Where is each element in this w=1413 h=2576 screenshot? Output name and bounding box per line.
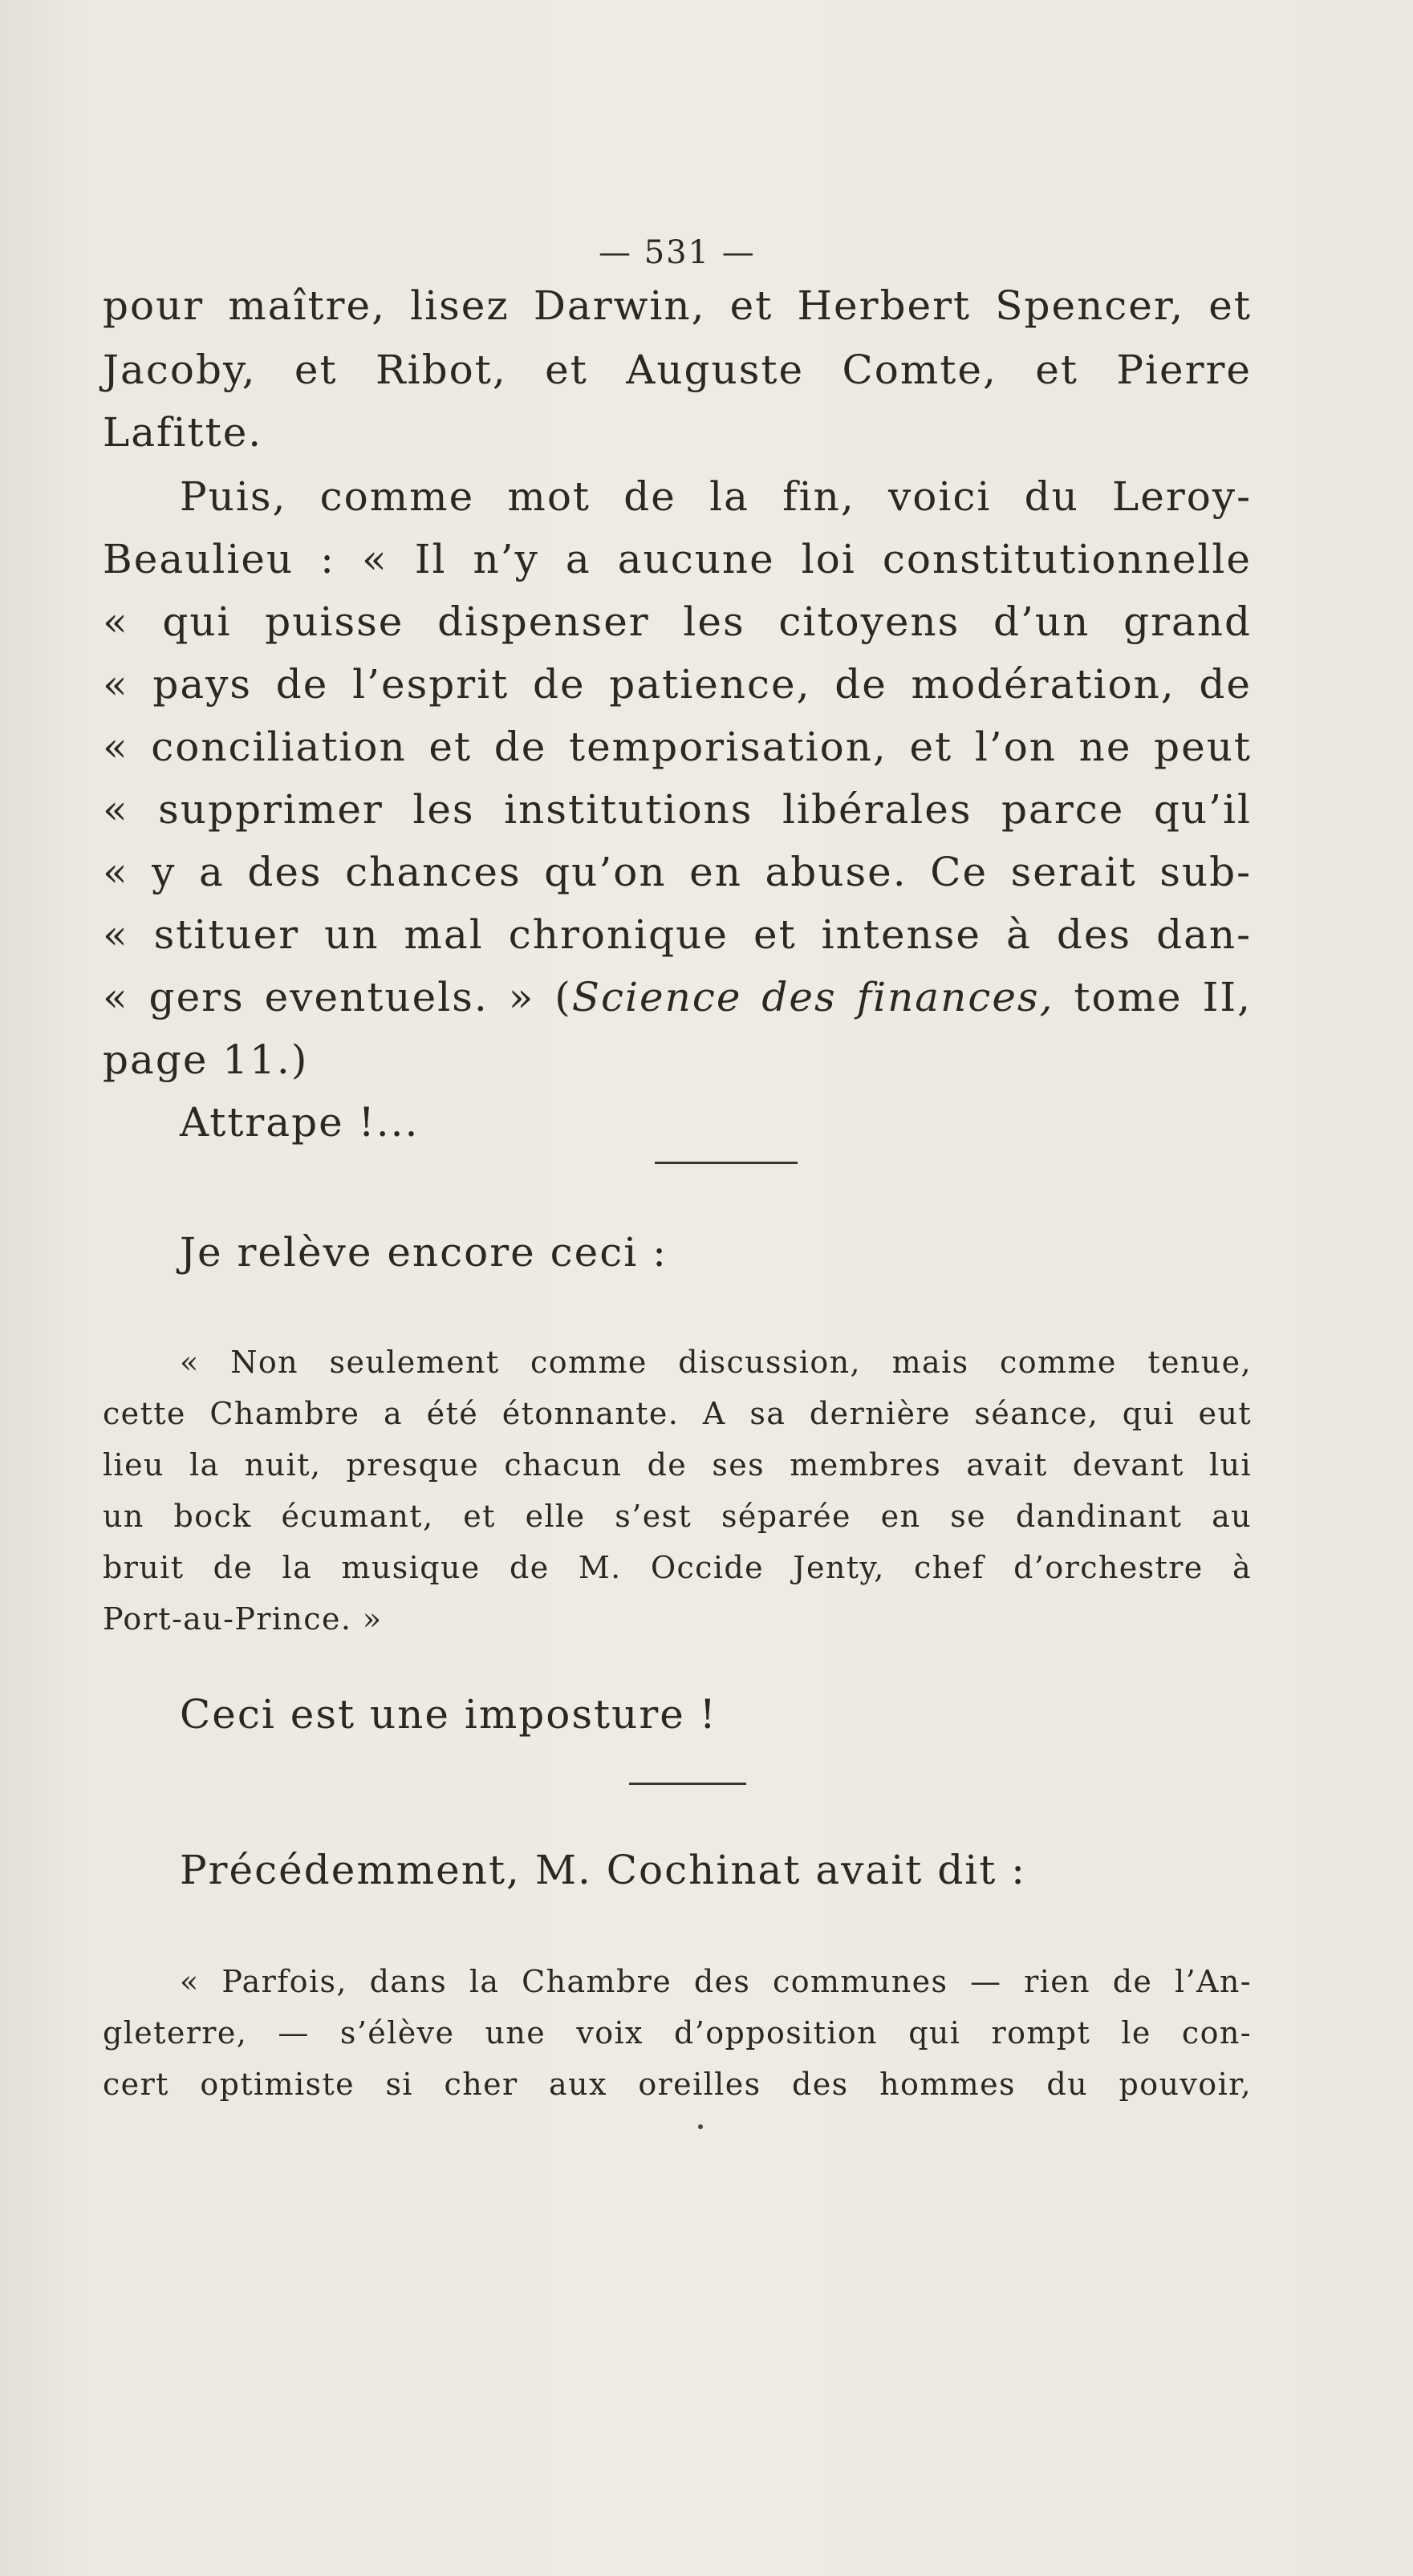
quote-line: Port-au-Prince. » [103, 1601, 383, 1637]
citation-text: « gers eventuels. » ( [103, 974, 572, 1020]
paragraph-line: Beaulieu : « Il n’y a aucune loi constitutionnelle [103, 536, 1252, 582]
ink-speck [698, 2124, 703, 2129]
quote-line: « Non seulement comme discussion, mais comme tenue, [180, 1345, 1252, 1380]
section-divider [655, 1162, 798, 1164]
paragraph-line: Précédemment, M. Cochinat avait dit : [180, 1847, 1027, 1893]
paragraph-line: page 11.) [103, 1036, 309, 1083]
paragraph-line: « stituer un mal chronique et intense à des dan- [103, 911, 1252, 958]
paragraph-line: Je relève encore ceci : [180, 1229, 668, 1276]
paragraph-line: Lafitte. [103, 409, 263, 456]
paragraph-line: « y a des chances qu’on en abuse. Ce serait sub- [103, 849, 1252, 895]
paragraph-line: « conciliation et de temporisation, et l’on ne peut [103, 724, 1252, 770]
paragraph-line: « supprimer les institutions libérales parce qu’il [103, 786, 1252, 833]
quote-line: cette Chambre a été étonnante. A sa dernière séance, qui eut [103, 1396, 1252, 1431]
quote-line: lieu la nuit, presque chacun de ses membres avait devant lui [103, 1447, 1252, 1483]
section-divider [629, 1783, 746, 1785]
paragraph-line-citation [103, 974, 1252, 1020]
paragraph-line: Jacoby, et Ribot, et Auguste Comte, et Pierre [103, 347, 1252, 393]
page-number: — 531 — [599, 234, 756, 271]
citation-text: tome II, [1054, 974, 1252, 1020]
quote-line: cert optimiste si cher aux oreilles des hommes du pouvoir, [103, 2067, 1252, 2102]
paragraph-line: pour maître, lisez Darwin, et Herbert Spencer, et [103, 282, 1252, 329]
quote-line: un bock écumant, et elle s’est séparée en se dandinant au [103, 1499, 1252, 1534]
quote-line: bruit de la musique de M. Occide Jenty, chef d’orchestre à [103, 1550, 1252, 1585]
book-title: Science des finances, [571, 974, 1054, 1020]
paragraph-line: « pays de l’esprit de patience, de modération, de [103, 661, 1252, 708]
paragraph-line: Attrape !... [180, 1099, 420, 1146]
paragraph-line: « qui puisse dispenser les citoyens d’un grand [103, 598, 1252, 645]
paragraph-line: Puis, comme mot de la fin, voici du Leroy- [180, 473, 1252, 520]
paragraph-line: Ceci est une imposture ! [180, 1691, 717, 1738]
quote-line: « Parfois, dans la Chambre des communes — rien de l’An- [180, 1964, 1252, 1999]
quote-line: gleterre, — s’élève une voix d’opposition qui rompt le con- [103, 2015, 1252, 2051]
